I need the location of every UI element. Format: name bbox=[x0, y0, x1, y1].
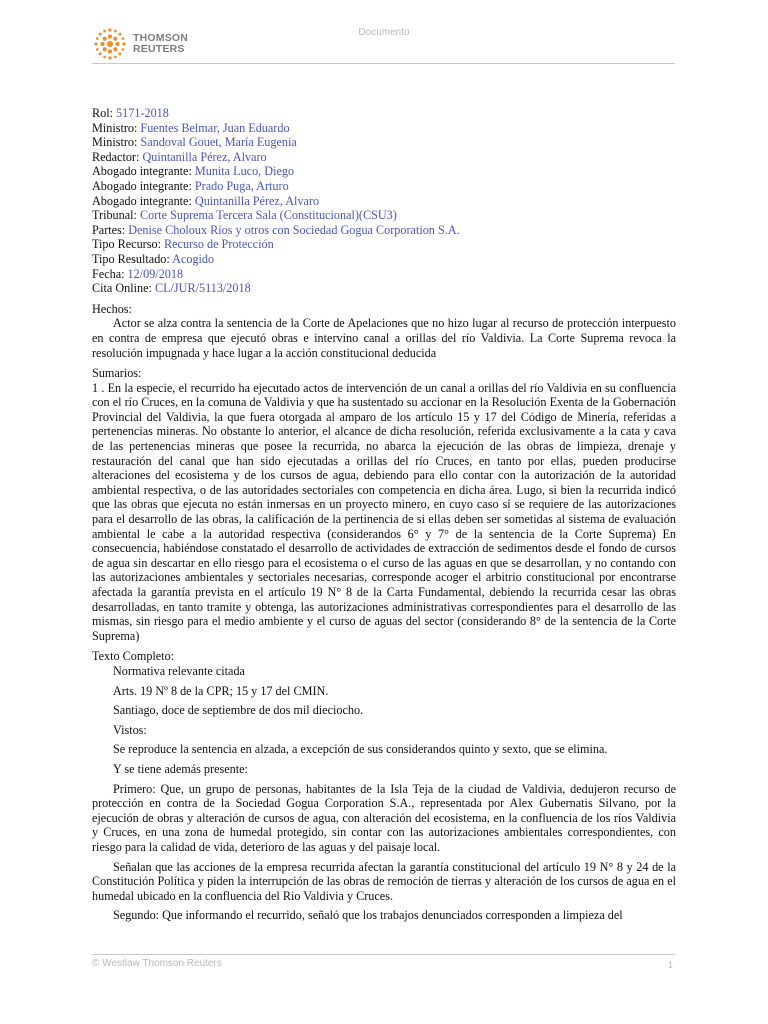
metadata-label: Abogado integrante: bbox=[92, 164, 195, 179]
texto-paragraph: Primero: Que, un grupo de personas, habitantes de la Isla Teja de la ciudad de Valdivia, dedujeron recurso de protección en contra de la Sociedad Gogua Corporation S.A., representada por Alex Gubernatis Silvano, por la ejecución de obras y alteración de cursos de agua, con alteración del ecosistema, en la confluencia de los ríos Valdivia y Cruces, en una zona de humedal protegido, sin contar con las autorizaciones ambientales correspondientes, con riesgo para la calidad de vida, deterioro de las aguas y del paisaje local. bbox=[92, 781, 676, 854]
metadata-label: Abogado integrante: bbox=[92, 178, 195, 193]
hechos-heading: Hechos: bbox=[92, 301, 132, 316]
texto-paragraph: Señalan que las acciones de la empresa recurrida afectan la garantía constitucional del artículo 19 N° 8 y 24 de la Constitución Política y piden la interrupción de las obras de remoción de tierras y alteración de los cursos de agua en el humedal ubicado en la confluencia del Rio Valdivia y Cruces. bbox=[92, 859, 676, 903]
metadata-link[interactable]: Corte Suprema Tercera Sala (Constitucional)(CSU3) bbox=[139, 208, 397, 223]
metadata-label: Tipo Recurso: bbox=[92, 237, 165, 252]
texto-completo-paragraphs bbox=[92, 664, 676, 923]
metadata-row bbox=[92, 135, 676, 150]
footer-divider bbox=[92, 954, 675, 955]
metadata-row bbox=[92, 106, 676, 121]
hechos-text: Actor se alza contra la sentencia de la Corte de Apelaciones que no hizo lugar al recurso de protección interpuesto en contra de empresa que ejecutó obras e intervino canal a orillas del río Valdivia. La Corte Suprema revoca la resolución impugnada y hace lugar a la acción constitucional deducida bbox=[92, 316, 676, 360]
texto-paragraph: Arts. 19 Nº 8 de la CPR; 15 y 17 del CMIN. bbox=[113, 683, 329, 698]
metadata-link[interactable]: CL/JUR/5113/2018 bbox=[154, 281, 251, 296]
texto-completo-heading: Texto Completo: bbox=[92, 649, 175, 664]
metadata-row bbox=[92, 179, 676, 194]
metadata-row bbox=[92, 194, 676, 209]
metadata-label: Ministro: bbox=[92, 135, 141, 150]
texto-completo-section bbox=[92, 649, 676, 923]
footer-copyright: © Westlaw Thomson Reuters bbox=[92, 958, 222, 969]
metadata-row bbox=[92, 252, 676, 267]
metadata-label: Fecha: bbox=[92, 266, 128, 281]
hechos-section bbox=[92, 302, 676, 360]
metadata-row bbox=[92, 121, 676, 136]
metadata-row bbox=[92, 223, 676, 238]
metadata-label: Tipo Resultado: bbox=[92, 251, 173, 266]
metadata-link[interactable]: Acogido bbox=[172, 251, 215, 266]
metadata-link[interactable]: Quintanilla Pérez, Alvaro bbox=[194, 193, 320, 208]
texto-paragraph: Se reproduce la sentencia en alzada, a excepción de sus considerandos quinto y sexto, que se elimina. bbox=[113, 742, 608, 757]
document-label: Documento bbox=[358, 27, 410, 38]
texto-paragraph: Vistos: bbox=[113, 722, 147, 737]
metadata-row bbox=[92, 208, 676, 223]
metadata-link[interactable]: Denise Choloux Ríos y otros con Sociedad Gogua Corporation S.A. bbox=[128, 222, 460, 237]
logo-line-1: THOMSON bbox=[133, 31, 189, 44]
metadata-label: Partes: bbox=[92, 222, 129, 237]
sumarios-heading: Sumarios: bbox=[92, 366, 142, 381]
page-number: 1 bbox=[667, 960, 673, 970]
logo-line-2: REUTERS bbox=[133, 43, 185, 55]
metadata-link[interactable]: Recurso de Protección bbox=[164, 237, 274, 252]
page-header bbox=[0, 0, 768, 66]
metadata-link[interactable]: Quintanilla Pérez, Alvaro bbox=[142, 149, 267, 164]
metadata-link[interactable]: Sandoval Gouet, María Eugenia bbox=[140, 135, 297, 150]
texto-paragraph: Normativa relevante citada bbox=[113, 663, 245, 678]
sumarios-text: 1 . En la especie, el recurrido ha ejecutado actos de intervención de un canal a orillas del río Valdivia en su confluencia con el río Cruces, en la comuna de Valdivia y que ha sustentado su accionar en la Resolución Exenta de la Gobernación Provincial del Valdivia, la que fuera otorgada al amparo de los artículo 15 y 17 del Código de Minería, referidas a pertenencias mineras. No obstante lo anterior, el alcance de dicha resolución, referida exclusivamente a la cata y cava de las pertenencias mineras que posee la recurrida, no abarca la ejecución de las obras de limpieza, drenaje y restauración del canal que han sido ejecutadas a orillas del río Cruces, en tanto por ellas, pueden producirse alteraciones del ecosistema y de los cursos de agua, debiendo para ello contar con la autorización de la autoridad ambiental respectiva, o de las autoridades sectoriales con competencia en dicha área. Lugo, si bien la recurrida indicó que las obras que ejecuta no están inmersas en un proyecto minero, en cuyo caso sí se requiere de las autorizaciones para el desarrollo de las obras, la calificación de la pertinencia de si ellas deben ser sometidas al sistema de evaluación ambiental le cabe a la autoridad respectiva (considerandos 6° y 7° de la sentencia de la Corte Suprema) En consecuencia, habiéndose constatado el desarrollo de actividades de extracción de sedimentos desde el fondo de cursos de agua sin descartar en ello riesgo para el ecosistema o el curso de las aguas en que se desarrollan, y no contando con las autorizaciones ambientales y sectoriales necesarias, corresponde acoger el arbitrio constitucional por encontrarse afectada la garantía prevista en el artículo 19 N° 8 de la Carta Fundamental, debiendo la recurrida cesar las obras desarrolladas, en tanto tramite y obtenga, las autorizaciones administrativas correspondientes para el desarrollo de las mismas, sin riesgo para el medio ambiente y el curso de aguas del sector (considerando 8° de la sentencia de la Corte Suprema) bbox=[92, 380, 676, 643]
document-body bbox=[92, 106, 676, 923]
metadata-row bbox=[92, 267, 676, 282]
metadata-row bbox=[92, 237, 676, 252]
metadata-row bbox=[92, 150, 676, 165]
metadata-label: Abogado integrante: bbox=[92, 193, 195, 208]
metadata-label: Tribunal: bbox=[92, 208, 140, 223]
metadata-row bbox=[92, 281, 676, 296]
texto-paragraph: Segundo: Que informando el recurrido, señaló que los trabajos denunciados corresponden a limpieza del bbox=[113, 908, 623, 923]
sumarios-section bbox=[92, 366, 676, 643]
metadata-block bbox=[92, 106, 676, 296]
metadata-link[interactable]: Fuentes Belmar, Juan Eduardo bbox=[140, 120, 290, 135]
texto-paragraph: Y se tiene además presente: bbox=[113, 761, 248, 776]
metadata-label: Redactor: bbox=[92, 149, 143, 164]
metadata-link[interactable]: Munita Luco, Diego bbox=[194, 164, 295, 179]
metadata-link[interactable]: Prado Puga, Arturo bbox=[194, 178, 289, 193]
header-divider bbox=[92, 63, 675, 64]
metadata-label: Rol: bbox=[92, 106, 117, 120]
texto-paragraph: Santiago, doce de septiembre de dos mil dieciocho. bbox=[113, 703, 364, 718]
metadata-row bbox=[92, 164, 676, 179]
metadata-label: Ministro: bbox=[92, 120, 141, 135]
metadata-link[interactable]: 12/09/2018 bbox=[127, 266, 184, 281]
metadata-link[interactable]: 5171-2018 bbox=[116, 106, 169, 120]
metadata-label: Cita Online: bbox=[92, 281, 155, 296]
